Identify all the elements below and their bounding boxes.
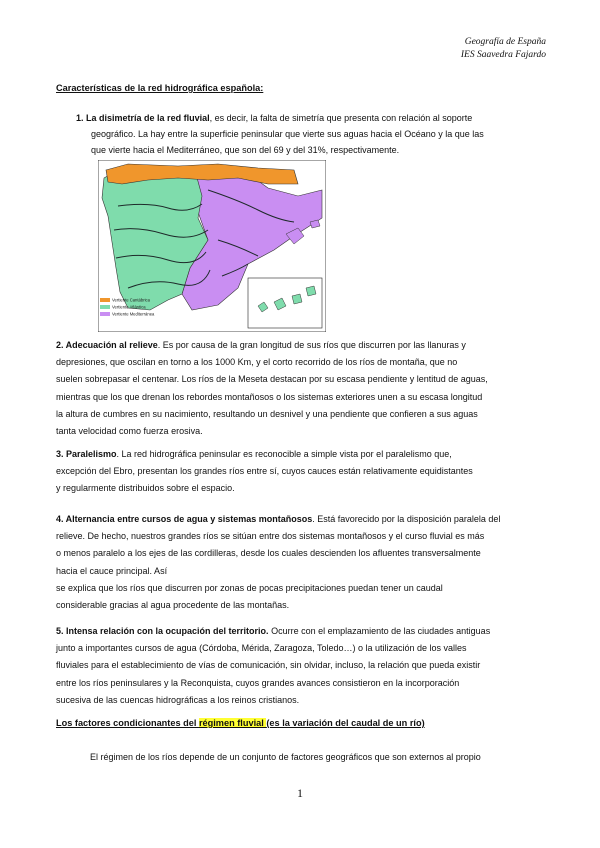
item4-heading: 4. Alternancia entre cursos de agua y sistemas montañosos xyxy=(56,514,313,524)
item-alternancia: 4. Alternancia entre cursos de agua y sistemas montañosos. Está favorecido por la disposición paralela del relieve. De hecho, nuestros grandes ríos se sitúan entre dos sistemas montañosos y el curso fluvial es más o menos paralelo a los ejes de las cordilleras, desde los cuales descienden los afluentes transversalmente hacia el cauce principal. Así se explica que los ríos que discurren por zonas de pocas precipitaciones puedan tener un caudal considerable gracias al agua procedente de las montañas. xyxy=(56,514,501,611)
item-ocupacion: 5. Intensa relación con la ocupación del territorio. Ocurre con el emplazamiento de las ciudades antiguas junto a importantes cursos de agua (Córdoba, Mérida, Zaragoza, Toledo…) o la utilización de los valles fluviales para el establecimiento de vías de comunicación, sin olvidar, incluso, la relación que pueda existir entre los ríos peninsulares y la Reconquista, cuyos grandes avances consistieron en la incorporación sucesiva de las cuencas hidrográficas a los reinos cristianos. xyxy=(56,626,491,705)
item5-heading: 5. Intensa relación con la ocupación del territorio. xyxy=(56,626,269,636)
legend-cantabrica: Vertiente Cantábrica xyxy=(112,297,150,303)
section-title-characteristics: Características de la red hidrográfica española: xyxy=(56,83,264,93)
legend-atlantica: Vertiente Atlántica xyxy=(112,304,146,310)
legend-mediterranea: Vertiente Mediterránea xyxy=(112,311,155,317)
item1-heading: La disimetría de la red fluvial xyxy=(86,113,210,123)
page-number: 1 xyxy=(297,786,303,800)
item-paralelismo: 3. Paralelismo. La red hidrográfica peninsular es reconocible a simple vista por el paralelismo que, excepción del Ebro, presentan los grandes ríos entre sí, cuyos cauces están relativamente equidistantes y regularmente distribuidos sobre el espacio. xyxy=(56,449,473,494)
header-school: IES Saavedra Fajardo xyxy=(460,50,546,60)
hydrographic-map xyxy=(98,160,326,332)
header-subject: Geografía de España xyxy=(464,37,546,47)
highlight-regimen-fluvial: régimen fluvial xyxy=(198,718,267,728)
item3-heading: 3. Paralelismo xyxy=(56,449,117,459)
page-header xyxy=(461,36,546,62)
item2-heading: 2. Adecuación al relieve xyxy=(56,340,158,350)
item1-number: 1. xyxy=(76,113,84,123)
item-adecuacion: 2. Adecuación al relieve. Es por causa de la gran longitud de sus ríos que discurren por las llanuras y depresiones, que oscilan en torno a los 1000 Km, y el corto recorrido de los ríos de montaña, que no suelen sobrepasar el centenar. Los ríos de la Meseta destacan por su escasa pendiente y lentitud de aguas, mientras que los que drenan los rebordes montañosos o los sistemas exteriores unen a su escasa longitud la altura de cumbres en su nacimiento, resultando un desnivel y una pendiente que confieren a sus aguas tanta velocidad como fuerza erosiva. xyxy=(56,340,488,437)
item-disimetria: 1. La disimetría de la red fluvial, es decir, la falta de simetría que presenta con relación al soporte geográfico. La hay entre la superficie peninsular que vierte sus aguas hacia el Océano y la que las que vierte hacia el Mediterráneo, que son del 69 y del 31%, respectivamente. xyxy=(76,113,484,155)
section-title-factors: Los factores condicionantes del régimen fluvial (es la variación del caudal de un río) xyxy=(56,718,425,728)
body-text-last-line: El régimen de los ríos depende de un conjunto de factores geográficos que son externos al propio xyxy=(90,752,481,762)
